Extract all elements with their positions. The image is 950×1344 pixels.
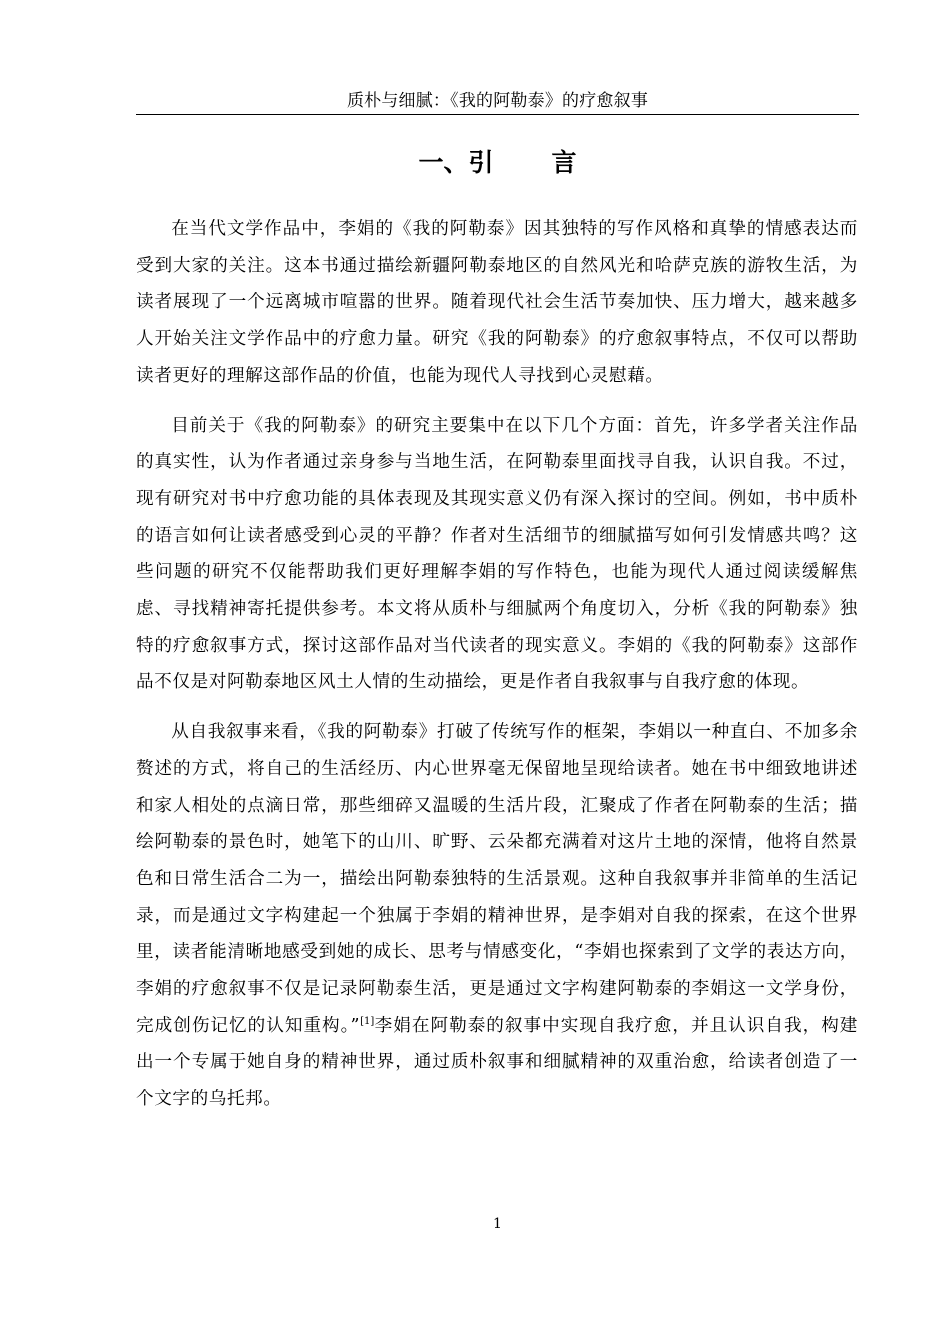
paragraph-3	[136, 714, 858, 1118]
citation-marker: [1]	[360, 1015, 375, 1027]
running-header: 质朴与细腻：《我的阿勒泰》的疗愈叙事	[346, 91, 649, 111]
header-rule	[136, 114, 859, 115]
section-title	[136, 143, 859, 183]
page-number: 1	[493, 1216, 502, 1232]
section-title-char-1: 引	[468, 148, 494, 177]
section-number: 一、	[418, 148, 469, 177]
paragraph-3-text-after: 李娟在阿勒泰的叙事中实现自我疗愈，并且认识自我，构建出一个专属于她自身的精神世界，通过质朴叙事和细腻精神的双重治愈，给读者创造了一个文字的乌托邦。	[136, 1015, 859, 1110]
body-text	[136, 211, 858, 1131]
paragraph-3-text-before: 从自我叙事来看，《我的阿勒泰》打破了传统写作的框架，李娟以一种直白、不加多余赘述的方式，将自己的生活经历、内心世界毫无保留地呈现给读者。她在书中细致地讲述和家人相处的点滴日常，那些细碎又温暖的生活片段，汇聚成了作者在阿勒泰的生活；描绘阿勒泰的景色时，她笔下的山川、旷野、云朵都充满着对这片土地的深情，他将自然景色和日常生活合二为一，描绘出阿勒泰独特的生活景观。这种自我叙事并非简单的生活记录，而是通过文字构建起一个独属于李娟的精神世界，是李娟对自我的探索，在这个世界里，读者能清晰地感受到她的成长、思考与情感变化，“李娟也探索到了文学的表达方向，李娟的疗愈叙事不仅是记录阿勒泰生活，更是通过文字构建阿勒泰的李娟这一文学身份，完成创伤记忆的认知重构。”	[136, 722, 858, 1036]
paragraph-1: 在当代文学作品中，李娟的《我的阿勒泰》因其独特的写作风格和真挚的情感表达而受到大家的关注。这本书通过描绘新疆阿勒泰地区的自然风光和哈萨克族的游牧生活，为读者展现了一个远离城市喧嚣的世界。随着现代社会生活节奏加快、压力增大，越来越多人开始关注文学作品中的疗愈力量。研究《我的阿勒泰》的疗愈叙事特点，不仅可以帮助读者更好的理解这部作品的价值，也能为现代人寻找到心灵慰藉。	[136, 219, 858, 386]
paragraph-2: 目前关于《我的阿勒泰》的研究主要集中在以下几个方面：首先，许多学者关注作品的真实性，认为作者通过亲身参与当地生活，在阿勒泰里面找寻自我，认识自我。不过，现有研究对书中疗愈功能的具体表现及其现实意义仍有深入探讨的空间。例如，书中质朴的语言如何让读者感受到心灵的平静？作者对生活细节的细腻描写如何引发情感共鸣？这些问题的研究不仅能帮助我们更好理解李娟的写作特色，也能为现代人通过阅读缓解焦虑、寻找精神寄托提供参考。本文将从质朴与细腻两个角度切入，分析《我的阿勒泰》独特的疗愈叙事方式，探讨这部作品对当代读者的现实意义。李娟的《我的阿勒泰》这部作品不仅是对阿勒泰地区风土人情的生动描绘，更是作者自我叙事与自我疗愈的体现。	[136, 415, 858, 693]
section-title-char-2: 言	[551, 148, 577, 177]
